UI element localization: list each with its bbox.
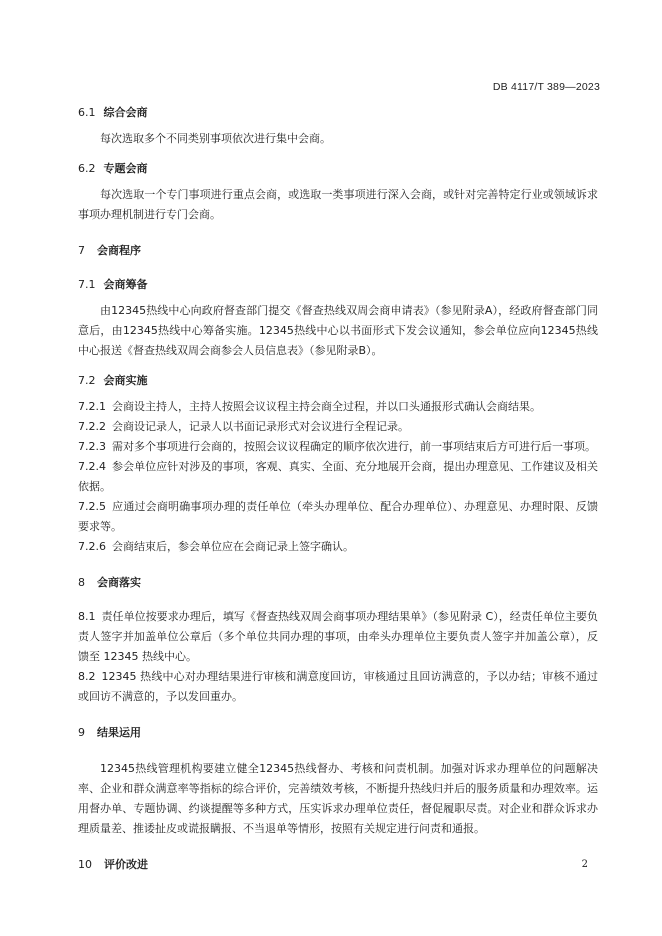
list-item [78,607,598,667]
section-title: 综合会商 [103,106,148,119]
section-title: 专题会商 [103,162,148,175]
item-number: 7.2.2 [78,420,106,433]
standard-code: DB 4117/T 389—2023 [492,81,600,93]
section-number: 8 [78,576,85,589]
list-item [78,667,598,707]
item-text: 会商结束后，参会单位应在会商记录上签字确认。 [112,540,354,553]
item-number: 8.1 [78,610,96,623]
section-title: 会商筹备 [103,278,148,291]
item-number: 7.2.4 [78,460,106,473]
section-number: 7.2 [78,374,96,387]
item-text: 会商设记录人，记录人以书面记录形式对会议进行全程记录。 [112,420,409,433]
paragraph-9: 12345热线管理机构要建立健全12345热线督办、考核和问责机制。加强对诉求办理单位的问题解决率、企业和群众满意率等指标的综合评价，完善绩效考核，不断提升热线归并后的服务质量和办理效率。运用督办单、专题协调、约谈提醒等多种方式，压实诉求办理单位责任，督促履职尽责。对企业和群众诉求办理质量差、推诿扯皮或谎报瞒报、不当退单等情形，按照有关规定进行问责和通报。 [78,762,598,835]
section-number: 7 [78,244,85,257]
heading-7 [78,241,598,261]
item-text: 应通过会商明确事项办理的责任单位（牵头办理单位、配合办理单位）、办理意见、办理时限、反馈要求等。 [78,500,598,533]
section-title: 评价改进 [104,858,148,871]
list-item [78,537,598,557]
list-8 [78,607,598,707]
paragraph-6-2: 每次选取一个专门事项进行重点会商，或选取一类事项进行深入会商，或针对完善特定行业或领域诉求事项办理机制进行专门会商。 [78,188,598,221]
section-title: 会商落实 [97,576,141,589]
heading-7-2 [78,371,598,391]
item-number: 7.2.5 [78,500,106,513]
section-title: 会商实施 [103,374,148,387]
heading-6-1 [78,103,598,123]
heading-8 [78,573,598,593]
list-item [78,497,598,537]
item-number: 7.2.6 [78,540,106,553]
item-text: 参会单位应针对涉及的事项，客观、真实、全面、充分地展开会商，提出办理意见、工作建议及相关依据。 [78,460,598,493]
item-text: 会商设主持人，主持人按照会议议程主持会商全过程，并以口头通报形式确认会商结果。 [112,400,541,413]
section-title: 会商程序 [97,244,141,257]
page-number: 2 [581,859,588,870]
paragraph-6-1: 每次选取多个不同类别事项依次进行集中会商。 [100,132,331,145]
section-number: 10 [78,858,92,871]
item-number: 8.2 [78,670,96,683]
item-text: 需对多个事项进行会商的，按照会议议程确定的顺序依次进行，前一事项结束后方可进行后一事项。 [112,440,596,453]
item-text: 责任单位按要求办理后，填写《督查热线双周会商事项办理结果单》（参见附录 C），经责任单位主要负责人签字并加盖单位公章后（多个单位共同办理的事项，由牵头办理单位主要负责人签字并加盖公章），反馈至 12345 热线中心。 [78,610,598,663]
item-number: 7.2.3 [78,440,106,453]
section-number: 6.2 [78,162,96,175]
heading-7-1 [78,275,598,295]
item-text: 12345 热线中心对办理结果进行审核和满意度回访，审核通过且回访满意的，予以办结；审核不通过或回访不满意的，予以发回重办。 [78,670,598,703]
item-number: 7.2.1 [78,400,106,413]
list-7-2 [78,397,598,557]
heading-9 [78,723,598,743]
list-item [78,437,598,457]
heading-6-2 [78,159,598,179]
document-body [78,103,598,875]
section-number: 7.1 [78,278,96,291]
section-number: 9 [78,726,85,739]
heading-10 [78,855,598,875]
list-item [78,397,598,417]
list-item [78,457,598,497]
section-number: 6.1 [78,106,96,119]
list-item [78,417,598,437]
section-title: 结果运用 [97,726,141,739]
paragraph-7-1: 由12345热线中心向政府督查部门提交《督查热线双周会商申请表》（参见附录A），经政府督查部门同意后，由12345热线中心筹备实施。12345热线中心以书面形式下发会议通知，参会单位应向12345热线中心报送《督查热线双周会商参会人员信息表》（参见附录B）。 [78,304,598,357]
